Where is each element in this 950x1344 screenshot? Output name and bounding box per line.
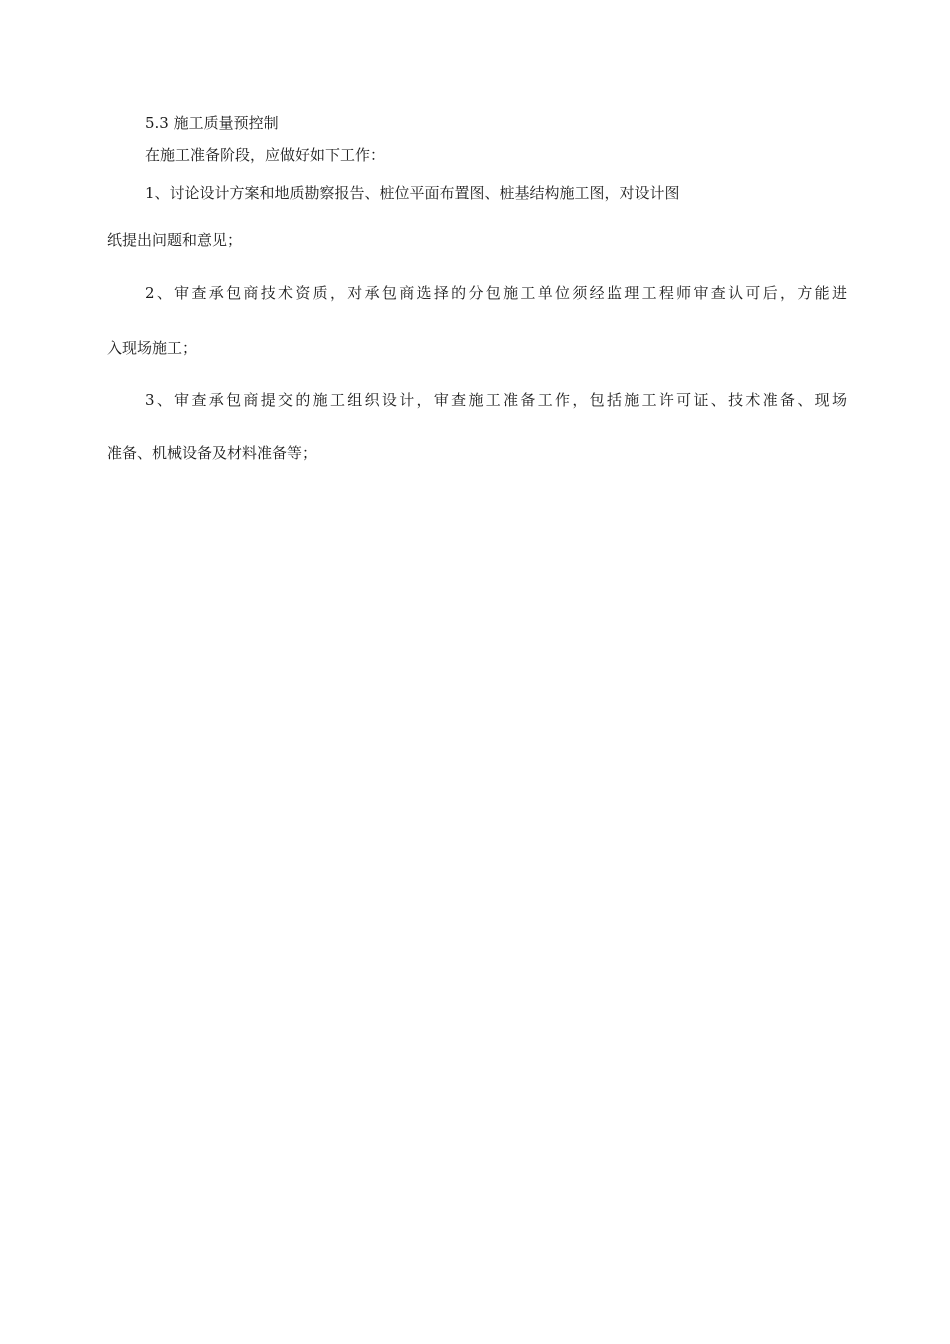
list-item-2-line-1: 2、审查承包商技术资质，对承包商选择的分包施工单位须经监理工程师审查认可后，方能进 [145, 284, 847, 302]
list-item-3-line-2: 准备、机械设备及材料准备等； [107, 444, 318, 462]
list-item-1-line-2: 纸提出问题和意见； [107, 231, 243, 249]
intro-paragraph: 在施工准备阶段，应做好如下工作： [145, 146, 386, 164]
list-item-3-line-1: 3、审查承包商提交的施工组织设计，审查施工准备工作，包括施工许可证、技术准备、现场 [145, 391, 847, 409]
list-item-1-line-1: 1、讨论设计方案和地质勘察报告、桩位平面布置图、桩基结构施工图，对设计图 [145, 184, 680, 202]
section-heading: 5.3 施工质量预控制 [145, 114, 279, 132]
list-item-2-line-2: 入现场施工； [107, 339, 198, 357]
